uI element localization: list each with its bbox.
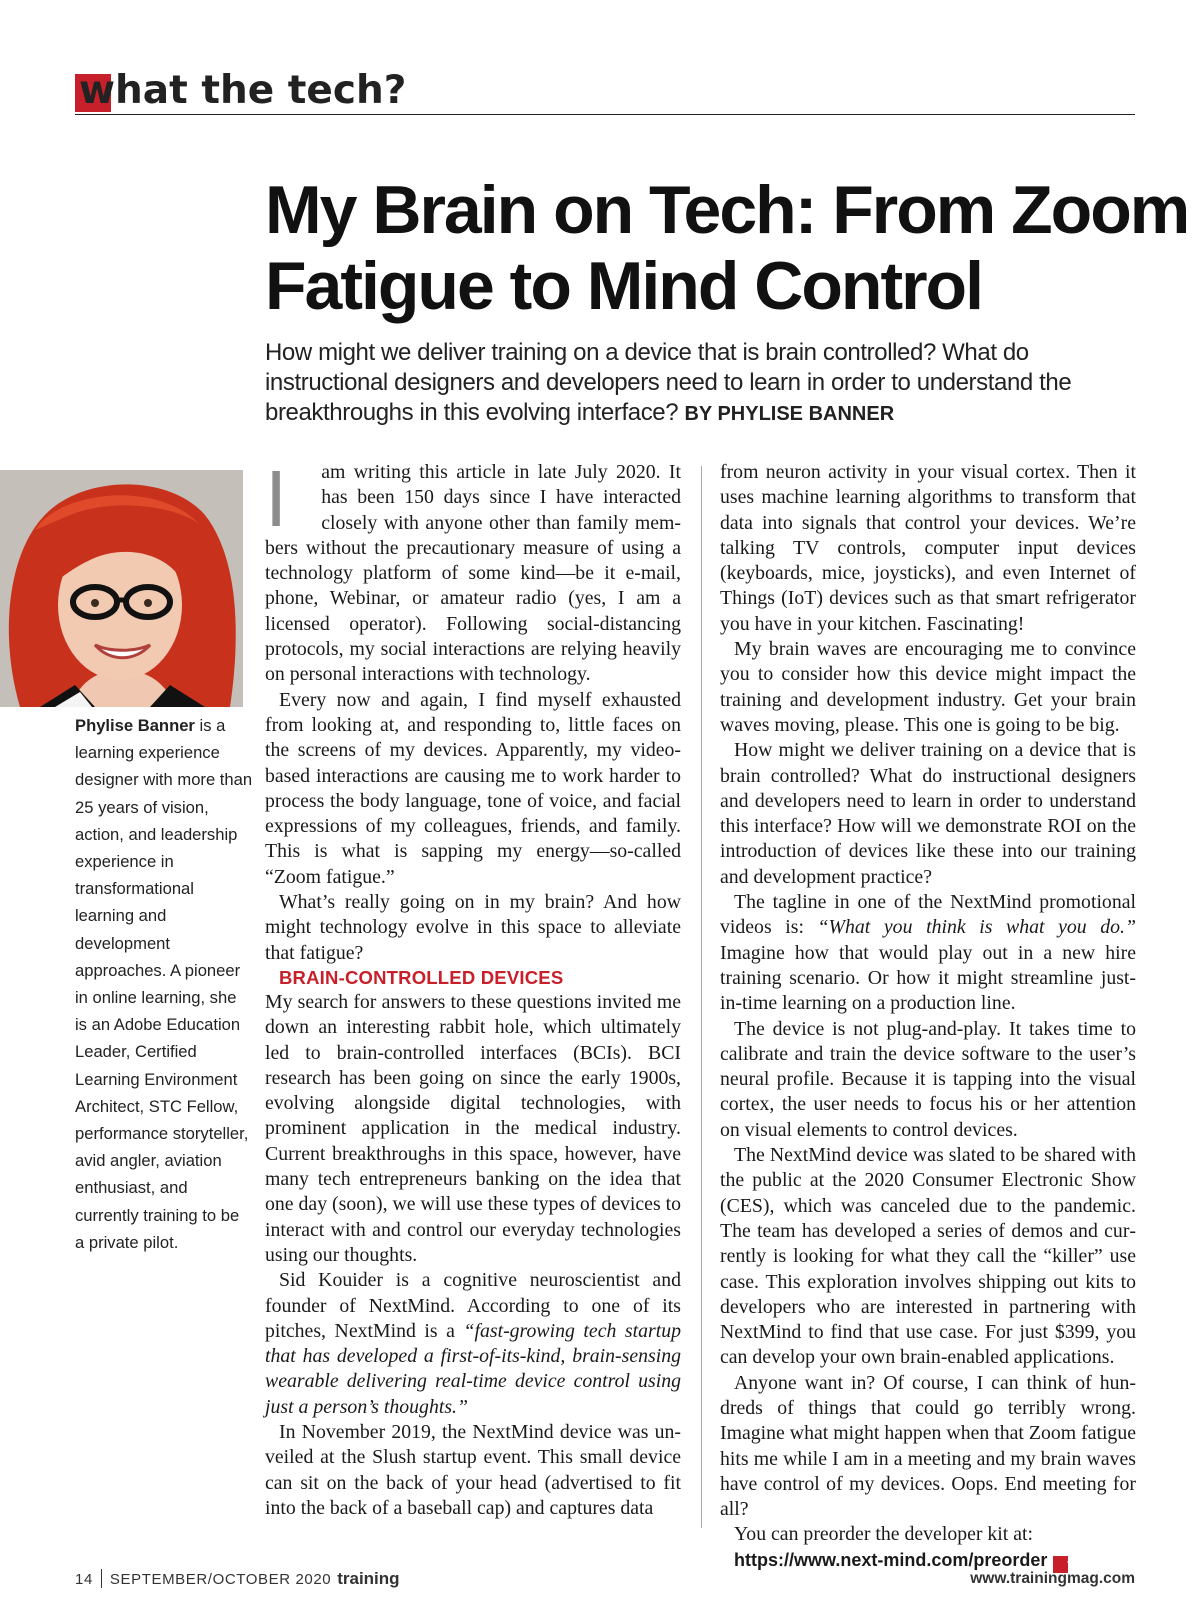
red-square-t-icon: t: [1053, 1556, 1068, 1573]
tagline-quote: “What you think is what you do.”: [817, 916, 1136, 939]
column-2-paragraph-1: from neuron activity in your visual cortex. Then it uses machine learning algorithms to transform that data into signals that control your devices. We’re talking TV controls, computer input devices (keyboards, mice, joysticks), and even Internet of Things (IoT) devices such as that smart refrigerator you have in your kitchen. Fascinating!: [720, 461, 1136, 635]
paragraph-5-quote: “fast-growing tech startup that has developed a first-of-its-kind, brain-sensing wearable delivering real-time device control using just a person’s thoughts.”: [265, 1319, 681, 1418]
article-title: [265, 172, 1189, 324]
preorder-link[interactable]: https://www.next-mind.com/preorder: [734, 1549, 1048, 1570]
paragraph-6: In November 2019, the NextMind device was unveiled at the Slush startup event. This small device can sit on the back of your head (advertised to fit into the back of a baseball cap) and captures data: [265, 1420, 681, 1519]
article-deck: [265, 338, 1145, 429]
body-column-1: [265, 454, 681, 1521]
footer-separator: [101, 1569, 102, 1588]
article-title-line-1: My Brain on Tech: From Zoom: [265, 172, 1189, 248]
column-2-paragraph-4: [720, 890, 1136, 1016]
column-2-paragraph-3: How might we deliver training on a device that is brain controlled? What do instructional designers and developers need to learn in order to understand this interface? How will we demonstrate ROI on the introduction of devices like these into our training and development practice?: [720, 739, 1136, 888]
column-2-paragraph-5: The device is not plug-and-play. It takes time to calibrate and train the device software to the user’s neural profile. Because it is tapping into the visual cortex, the user needs to focus his or her attention on visual elements to control devices.: [720, 1017, 1136, 1141]
paragraph-5-text: Sid Kouider is a cognitive neuroscientist and founder of NextMind. According to one of its pitches, NextMind is a: [265, 1269, 681, 1342]
column-2-paragraph-7: Anyone want in? Of course, I can think of hundreds of things that could go terribly wrong. Imagine what might happen when that Zoom fatigue hits me while I am in a meeting and my brain waves have control of my devices. Oops. End meeting for all?: [720, 1371, 1136, 1521]
deck-text: How might we deliver training on a device that is brain controlled? What do instructional designers and developers need to learn in order to understand the breakthroughs in this evolving interface?: [265, 339, 1072, 426]
author-bio: [75, 712, 253, 1256]
paragraph-1: [265, 454, 681, 688]
body-column-2: [720, 460, 1136, 1573]
section-header: [75, 70, 1135, 115]
column-2-paragraph-8: You can preorder the developer kit at:: [734, 1523, 1034, 1546]
author-portrait-image: [0, 470, 243, 707]
section-label: what the tech?: [79, 68, 407, 113]
issue-date: SEPTEMBER/OCTOBER 2020: [109, 1571, 332, 1588]
page-footer: [75, 1569, 1135, 1595]
column-2-paragraph-2: My brain waves are encouraging me to convince you to consider how this device might impact the training and development industry. Get your brain waves moving, please. This one is going to be big.: [720, 638, 1136, 736]
paragraph-3: What’s really going on in my brain? And how might technology evolve in this space to alleviate that fatigue?: [265, 891, 681, 964]
page-number: 14: [75, 1571, 93, 1588]
column-2-paragraph-4-text-a: The tagline in one of the NextMind promotional videos is:: [720, 891, 1136, 939]
author-name: Phylise Banner: [75, 716, 195, 735]
footer-left: [75, 1569, 400, 1589]
column-2-paragraph-4-text-b: Imagine how that would play out in a new hire training scenario. Or how it might streamline just-in-time learning on a production line.: [720, 941, 1136, 1015]
subhead-brain-controlled-devices: BRAIN-CONTROLLED DEVICES: [279, 966, 564, 988]
magazine-name: training: [337, 1569, 400, 1588]
article-title-line-2: Fatigue to Mind Control: [265, 248, 982, 324]
paragraph-5: [265, 1268, 681, 1420]
paragraph-1-text: am writing this article in late July 2020. It has been 150 days since I have interacted closely with anyone other than family members without the precautionary measure of using a technology platform of some kind—be it e-mail, phone, Webinar, or amateur radio (yes, I am a licensed operator). Following social-distancing protocols, my social interactions are relying heavily on personal interactions with technology.: [265, 461, 681, 686]
website-link[interactable]: www.trainingmag.com: [970, 1570, 1135, 1587]
paragraph-2: Every now and again, I find myself exhausted from looking at, and responding to, little faces on the screens of my devices. Apparently, my video-based interactions are causing me to work harder to process the body language, tone of voice, and facial expressions of my colleagues, friends, and family. This is what is sapping my energy—so-called “Zoom fatigue.”: [265, 688, 681, 888]
author-bio-text: is a learning experience designer with more than 25 years of vision, action, and leadership experience in transformational learning and development approaches. A pioneer in online learning, she is an Adobe Education Leader, Certified Learning Environment Architect, STC Fellow, performance storyteller, avid angler, aviation enthusiast, and currently training to be a private pilot.: [75, 716, 253, 1252]
column-2-paragraph-6: The NextMind device was slated to be shared with the public at the 2020 Consumer Electronic Show (CES), which was canceled due to the pandemic. The team has developed a series of demos and currently is looking for what they call the “killer” use case. This exploration involves shipping out kits to developers who are interested in partnering with NextMind to find that use case. For just $399, you can develop your own brain-enabled applications.: [720, 1144, 1136, 1369]
column-divider: [701, 466, 702, 1528]
drop-cap: I: [265, 454, 288, 543]
byline: BY PHYLISE BANNER: [684, 403, 895, 425]
paragraph-4: My search for answers to these questions invited me down an interesting rabbit hole, which ultimately led to brain-controlled interfaces (BCIs). BCI research has been going on since the early 1900s, evolving alongside digital technologies, with prominent application in the medical industry. Current breakthroughs in this space, however, have many tech entrepreneurs banking on the idea that one day (soon), we will use these types of devices to interact with and control our everyday technologies using our thoughts.: [265, 990, 681, 1266]
author-photo: [0, 470, 243, 707]
